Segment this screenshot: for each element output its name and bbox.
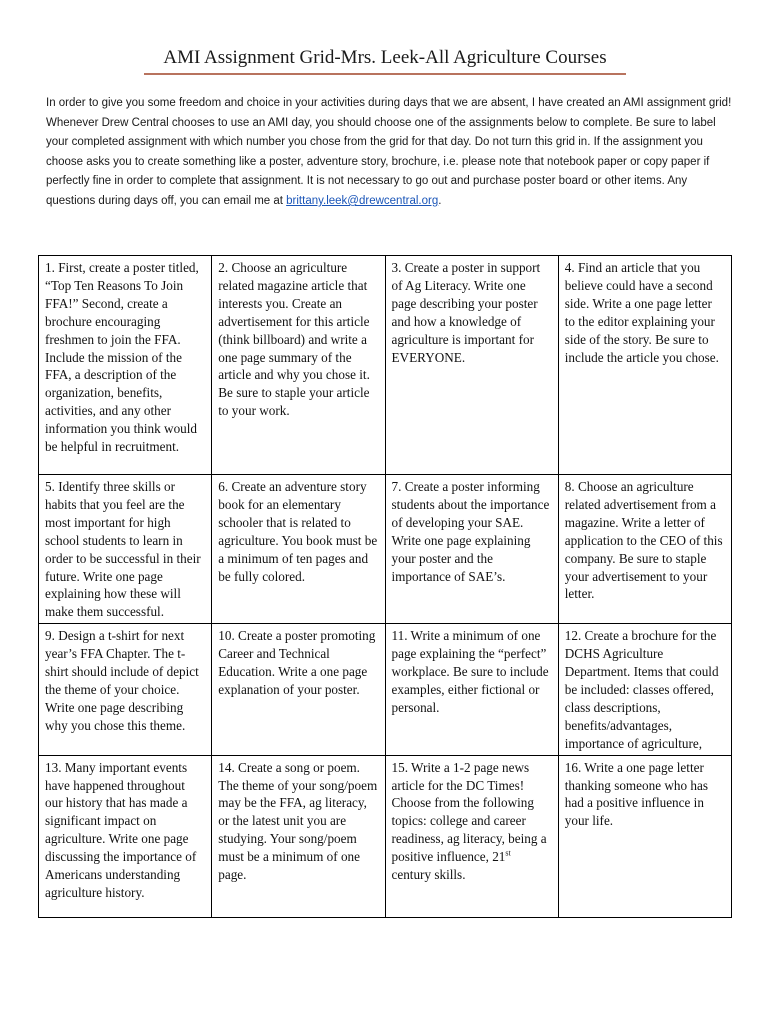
assignment-10: 10. Create a poster promoting Career and Technical Education. Write a one page explanation of your poster. <box>212 624 385 755</box>
grid-row <box>39 475 732 624</box>
page-title: AMI Assignment Grid-Mrs. Leek-All Agriculture Courses <box>163 47 607 68</box>
grid-row <box>39 256 732 475</box>
grid-row <box>39 755 732 917</box>
assignment-9: 9. Design a t-shirt for next year’s FFA Chapter. The t-shirt should include of depict the theme of your choice. Write one page describing why you chose this theme. <box>39 624 212 755</box>
title-underline <box>144 73 626 75</box>
assignment-5: 5. Identify three skills or habits that you feel are the most important for high school students to learn in order to be successful in their future. Write one page explaining how these will make them successful. <box>39 475 212 624</box>
assignment-15 <box>385 755 558 917</box>
assignment-15-text: 15. Write a 1-2 page news article for the DC Times! Choose from the following topics: college and career readiness, ag literacy, being a positive influence, 21 <box>391 759 547 865</box>
assignment-6: 6. Create an adventure story book for an elementary schooler that is related to agriculture. You book must be a minimum of ten pages and be fully colored. <box>212 475 385 624</box>
assignment-11: 11. Write a minimum of one page explaining the “perfect” workplace. Be sure to include examples, either fictional or personal. <box>385 624 558 755</box>
grid-row <box>39 624 732 755</box>
assignment-15-text-end: century skills. <box>391 867 466 883</box>
intro-text: In order to give you some freedom and choice in your activities during days that we are absent, I have created an AMI assignment grid! Whenever Drew Central chooses to use an AMI day, you should choose one of the assignments below to complete. Be sure to label your completed assignment with which number you chose from the grid for that day. Do not turn this grid in. If the assignment you choose asks you to create something like a poster, adventure story, brochure, i.e. please note that notebook paper or copy paper if perfectly fine in order to complete that assignment. It is not necessary to go out and purchase poster board or other items. Any questions during days off, you can email me at <box>46 97 732 207</box>
assignment-4: 4. Find an article that you believe could have a second side. Write a one page letter to the editor explaining your side of the story. Be sure to include the article you chose. <box>558 256 731 475</box>
assignment-1: 1. First, create a poster titled, “Top Ten Reasons To Join FFA!” Second, create a brochure encouraging freshmen to join the FFA. Include the mission of the FFA, a description of the organization, benefits, activities, and any other information you think would be helpful in recruitment. <box>39 256 212 475</box>
assignment-7: 7. Create a poster informing students about the importance of developing your SAE. Write one page explaining your poster and the importance of SAE’s. <box>385 475 558 624</box>
intro-end: . <box>438 194 442 207</box>
intro-paragraph <box>46 94 732 212</box>
assignment-13: 13. Many important events have happened throughout our history that has made a significant impact on agriculture. Write one page discussing the importance of Americans understanding agriculture history. <box>39 755 212 917</box>
assignment-16: 16. Write a one page letter thanking someone who has had a positive influence in your life. <box>558 755 731 917</box>
assignment-12: 12. Create a brochure for the DCHS Agriculture Department. Items that could be included: classes offered, class descriptions, benefits/advantages, importance of agriculture, <box>558 624 731 755</box>
assignment-8: 8. Choose an agriculture related advertisement from a magazine. Write a letter of application to the CEO of this company. Be sure to staple your advertisement to your letter. <box>558 475 731 624</box>
ordinal-suffix: st <box>505 848 511 858</box>
assignment-grid <box>38 255 732 918</box>
assignment-2: 2. Choose an agriculture related magazine article that interests you. Create an advertisement for this article (think billboard) and write a one page summary of the article and why you chose it. Be sure to staple your article to your work. <box>212 256 385 475</box>
email-link[interactable]: brittany.leek@drewcentral.org <box>286 194 439 207</box>
assignment-3: 3. Create a poster in support of Ag Literacy. Write one page describing your poster and how a knowledge of agriculture is important for EVERYONE. <box>385 256 558 475</box>
assignment-14: 14. Create a song or poem. The theme of your song/poem may be the FFA, ag literacy, or the latest unit you are studying. Your song/poem must be a minimum of one page. <box>212 755 385 917</box>
